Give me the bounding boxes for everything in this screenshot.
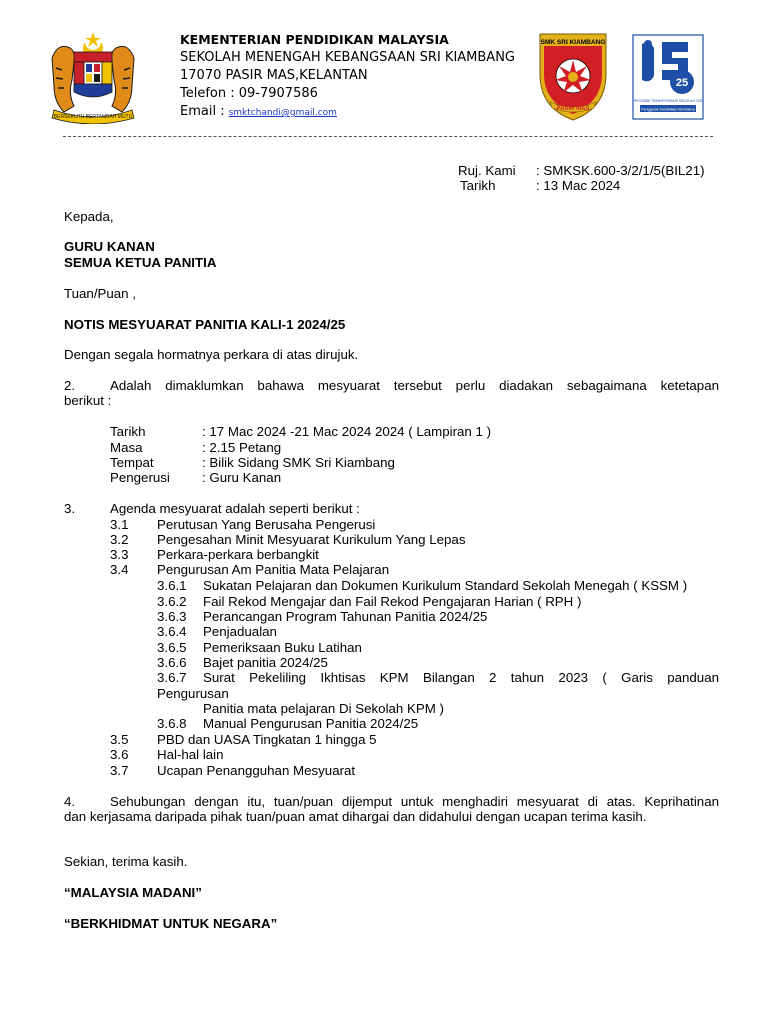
agenda-sub-item: Perancangan Program Tahunan Panitia 2024/25 xyxy=(203,609,488,624)
agenda-sub-item: Fail Rekod Mengajar dan Fail Rekod Pengajaran Harian ( RPH ) xyxy=(203,594,582,609)
svg-text:Penggerak Pendidikan Bermakna: Penggerak Pendidikan Bermakna xyxy=(641,107,695,112)
detail-value: : Guru Kanan xyxy=(202,470,282,485)
ref-ruj-value: : SMKSK.600-3/2/1/5(BIL21) xyxy=(536,163,705,178)
agenda-item: Pengurusan Am Panitia Mata Pelajaran xyxy=(157,562,390,577)
agenda-item: PBD dan UASA Tingkatan 1 hingga 5 xyxy=(157,732,377,747)
detail-value: : 17 Mac 2024 -21 Mac 2024 2024 ( Lampiran 1 ) xyxy=(202,424,492,439)
agenda-sub-item: Pemeriksaan Buku Latihan xyxy=(203,640,362,655)
agenda-item: Hal-hal lain xyxy=(157,747,224,762)
para-2-line-1: Adalah dimaklumkan bahawa mesyuarat tersebut perlu diadakan sebagaimana ketetapan xyxy=(110,378,719,393)
agenda-sub-item-cont: Pengurusan xyxy=(157,686,229,701)
star-icon xyxy=(85,32,101,47)
school-logo xyxy=(536,30,610,122)
detail-label: Tarikh xyxy=(110,424,146,439)
recipient-line-1: GURU KANAN xyxy=(64,239,155,254)
detail-label: Masa xyxy=(110,440,143,455)
svg-text:PASIR MAS: PASIR MAS xyxy=(556,106,590,112)
agenda-sub-number: 3.6.3 xyxy=(157,609,187,624)
ref-ruj-label: Ruj. Kami xyxy=(458,163,516,178)
kepada: Kepada, xyxy=(64,209,114,224)
para-2-number: 2. xyxy=(64,378,76,393)
agenda-sub-item: Surat Pekeliling Ikhtisas KPM Bilangan 2 tahun 2023 ( Garis panduan xyxy=(203,670,719,685)
detail-label: Pengerusi xyxy=(110,470,170,485)
detail-value: : Bilik Sidang SMK Sri Kiambang xyxy=(202,455,395,470)
slogan-malaysia-madani: “MALAYSIA MADANI” xyxy=(64,885,202,900)
school-name: SEKOLAH MENENGAH KEBANGSAAN SRI KIAMBANG xyxy=(180,50,515,65)
agenda-sub-number: 3.6.8 xyxy=(157,716,187,731)
school-phone: Telefon : 09-7907586 xyxy=(180,86,318,101)
agenda-sub-item-cont: Panitia mata pelajaran Di Sekolah KPM ) xyxy=(203,701,444,716)
ministry-name: KEMENTERIAN PENDIDIKAN MALAYSIA xyxy=(180,32,449,47)
agenda-sub-item: Penjadualan xyxy=(203,624,277,639)
letterhead-divider xyxy=(63,136,713,137)
agenda-sub-item: Sukatan Pelajaran dan Dokumen Kurikulum Standard Sekolah Menegah ( KSSM ) xyxy=(203,578,688,593)
agenda-sub-number: 3.6.2 xyxy=(157,594,187,609)
agenda-sub-number: 3.6.7 xyxy=(157,670,187,685)
agenda-sub-number: 3.6.6 xyxy=(157,655,187,670)
agenda-number: 3.1 xyxy=(110,517,129,532)
para-3-number: 3. xyxy=(64,501,76,516)
subject-heading: NOTIS MESYUARAT PANITIA KALI-1 2024/25 xyxy=(64,317,346,332)
agenda-sub-number: 3.6.1 xyxy=(157,578,187,593)
agenda-number: 3.2 xyxy=(110,532,129,547)
email-label: Email : xyxy=(180,104,225,119)
detail-label: Tempat xyxy=(110,455,154,470)
agenda-item: Perutusan Yang Berusaha Pengerusi xyxy=(157,517,376,532)
para-4-number: 4. xyxy=(64,794,76,809)
paragraph-1: Dengan segala hormatnya perkara di atas dirujuk. xyxy=(64,347,359,362)
coat-of-arms-logo xyxy=(48,28,138,124)
agenda-item: Pengesahan Minit Mesyuarat Kurikulum Yang Lepas xyxy=(157,532,466,547)
para-2-line-2: berikut : xyxy=(64,393,112,408)
agenda-number: 3.7 xyxy=(110,763,129,778)
tiger-left-icon xyxy=(52,46,75,112)
school-address: 17070 PASIR MAS,KELANTAN xyxy=(180,68,368,83)
program-logo xyxy=(632,34,704,120)
svg-text:BERSEKUTU BERTAMBAH MUTU: BERSEKUTU BERTAMBAH MUTU xyxy=(53,114,133,120)
email-line xyxy=(180,104,337,119)
agenda-item: Perkara-perkara berbangkit xyxy=(157,547,319,562)
agenda-sub-item: Manual Pengurusan Panitia 2024/25 xyxy=(203,716,419,731)
para-4-line-1: Sehubungan dengan itu, tuan/puan dijemput untuk menghadiri mesyuarat di atas. Keprihatinan xyxy=(110,794,719,809)
agenda-sub-item: Bajet panitia 2024/25 xyxy=(203,655,328,670)
agenda-number: 3.6 xyxy=(110,747,129,762)
ref-date-value: : 13 Mac 2024 xyxy=(536,178,621,193)
para-4-line-2: dan kerjasama daripada pihak tuan/puan amat dihargai dan didahului dengan ucapan terima kasih. xyxy=(64,809,647,824)
agenda-sub-number: 3.6.4 xyxy=(157,624,187,639)
agenda-number: 3.5 xyxy=(110,732,129,747)
svg-text:PROGRAM TRANSFORMASI SEKOLAH 2: PROGRAM TRANSFORMASI SEKOLAH 2025 xyxy=(632,99,704,103)
ref-date-label: Tarikh xyxy=(460,178,496,193)
email-link[interactable]: smktchandi@gmail.com xyxy=(228,108,337,118)
recipient-line-2: SEMUA KETUA PANITIA xyxy=(64,255,217,270)
svg-text:25: 25 xyxy=(675,77,689,89)
agenda-sub-number: 3.6.5 xyxy=(157,640,187,655)
agenda-intro: Agenda mesyuarat adalah seperti berikut : xyxy=(110,501,360,516)
svg-text:SMK SRI KIAMBANG: SMK SRI KIAMBANG xyxy=(540,39,606,46)
detail-value: : 2.15 Petang xyxy=(202,440,282,455)
closing-text: Sekian, terima kasih. xyxy=(64,854,188,869)
salutation: Tuan/Puan , xyxy=(64,286,136,301)
slogan-berkhidmat: “BERKHIDMAT UNTUK NEGARA” xyxy=(64,916,278,931)
agenda-number: 3.3 xyxy=(110,547,129,562)
agenda-item: Ucapan Penangguhan Mesyuarat xyxy=(157,763,356,778)
agenda-number: 3.4 xyxy=(110,562,129,577)
tiger-right-icon xyxy=(112,46,135,112)
